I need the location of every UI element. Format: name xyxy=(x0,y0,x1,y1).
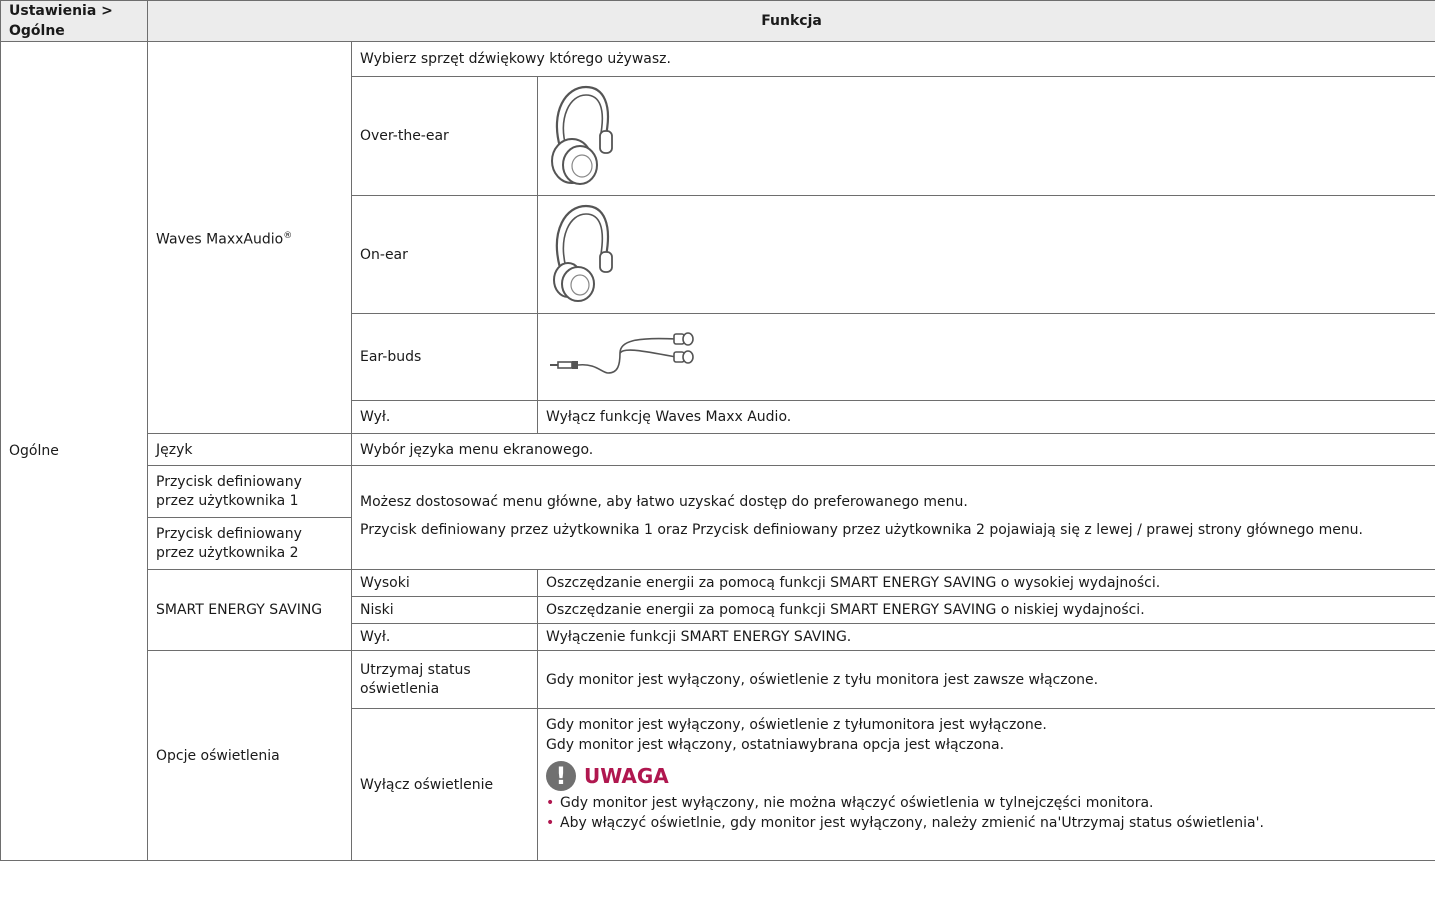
option-waves-off: Wył. xyxy=(352,401,538,434)
lighting-options-label: Opcje oświetlenia xyxy=(148,651,352,861)
user-button-2-label: Przycisk definiowany przez użytkownika 2 xyxy=(148,518,352,570)
note-item xyxy=(546,813,1427,833)
ear-buds-image-cell xyxy=(538,314,1435,401)
table-row xyxy=(1,42,1435,77)
option-on-ear: On-ear xyxy=(352,196,538,314)
option-ear-buds: Ear-buds xyxy=(352,314,538,401)
note-title: UWAGA xyxy=(584,764,669,788)
lighting-keep-description: Gdy monitor jest wyłączony, oświetlenie z tyłu monitora jest zawsze włączone. xyxy=(538,651,1435,709)
energy-option-high: Wysoki xyxy=(352,570,538,597)
user-button-1-label: Przycisk definiowany przez użytkownika 1 xyxy=(148,466,352,518)
exclamation-icon: ! xyxy=(546,761,576,791)
lighting-off-line-1: Gdy monitor jest wyłączony, oświetlenie z tyłumonitora jest wyłączone. xyxy=(546,717,1047,733)
header-settings-path: Ustawienia > Ogólne xyxy=(1,1,148,42)
energy-low-description: Oszczędzanie energii za pomocą funkcji SMART ENERGY SAVING o niskiej wydajności. xyxy=(538,597,1435,624)
lighting-off-label: Wyłącz oświetlenie xyxy=(352,709,538,861)
bullet-icon: • xyxy=(546,795,555,811)
section-label-general: Ogólne xyxy=(1,42,148,861)
table-header-row xyxy=(1,1,1435,42)
energy-option-off: Wył. xyxy=(352,624,538,651)
registered-mark: ® xyxy=(283,230,293,241)
energy-off-description: Wyłączenie funkcji SMART ENERGY SAVING. xyxy=(538,624,1435,651)
energy-option-low: Niski xyxy=(352,597,538,624)
table-row xyxy=(1,434,1435,466)
waves-off-description: Wyłącz funkcję Waves Maxx Audio. xyxy=(538,401,1435,434)
earbuds-icon xyxy=(546,329,706,385)
option-over-the-ear: Over-the-ear xyxy=(352,77,538,196)
on-ear-image-cell xyxy=(538,196,1435,314)
waves-label-text: Waves MaxxAudio xyxy=(156,231,284,248)
language-description: Wybór języka menu ekranowego. xyxy=(352,434,1435,466)
over-the-ear-image-cell xyxy=(538,77,1435,196)
table-row xyxy=(1,466,1435,518)
lighting-keep-label: Utrzymaj status oświetlenia xyxy=(352,651,538,709)
user-buttons-description xyxy=(352,466,1435,570)
table-row xyxy=(1,651,1435,709)
note-header xyxy=(546,761,1427,791)
bullet-icon: • xyxy=(546,815,555,831)
lighting-off-description xyxy=(538,709,1435,861)
user-buttons-text-1: Możesz dostosować menu główne, aby łatwo uzyskać dostęp do preferowanego menu. xyxy=(360,494,968,510)
note-text-2: Aby włączyć oświetlnie, gdy monitor jest wyłączony, należy zmienić na'Utrzymaj status oświetlenia'. xyxy=(560,815,1264,831)
note-text-1: Gdy monitor jest wyłączony, nie można włączyć oświetlenia w tylnejczęści monitora. xyxy=(560,795,1154,811)
lighting-off-line-2: Gdy monitor jest włączony, ostatniawybrana opcja jest włączona. xyxy=(546,737,1005,753)
table-row xyxy=(1,570,1435,597)
smart-energy-label: SMART ENERGY SAVING xyxy=(148,570,352,651)
energy-high-description: Oszczędzanie energii za pomocą funkcji SMART ENERGY SAVING o wysokiej wydajności. xyxy=(538,570,1435,597)
note-item xyxy=(546,793,1427,813)
language-label: Język xyxy=(148,434,352,466)
user-buttons-text-2: Przycisk definiowany przez użytkownika 1 oraz Przycisk definiowany przez użytkownika 2 pojawiają się z lewej / prawej strony głównego menu. xyxy=(360,522,1364,538)
over-the-ear-headphones-icon xyxy=(546,83,618,189)
waves-maxxaudio-label xyxy=(148,42,352,434)
on-ear-headphones-icon xyxy=(546,202,618,308)
header-function: Funkcja xyxy=(148,1,1435,42)
waves-description: Wybierz sprzęt dźwiękowy którego używasz. xyxy=(352,42,1435,77)
